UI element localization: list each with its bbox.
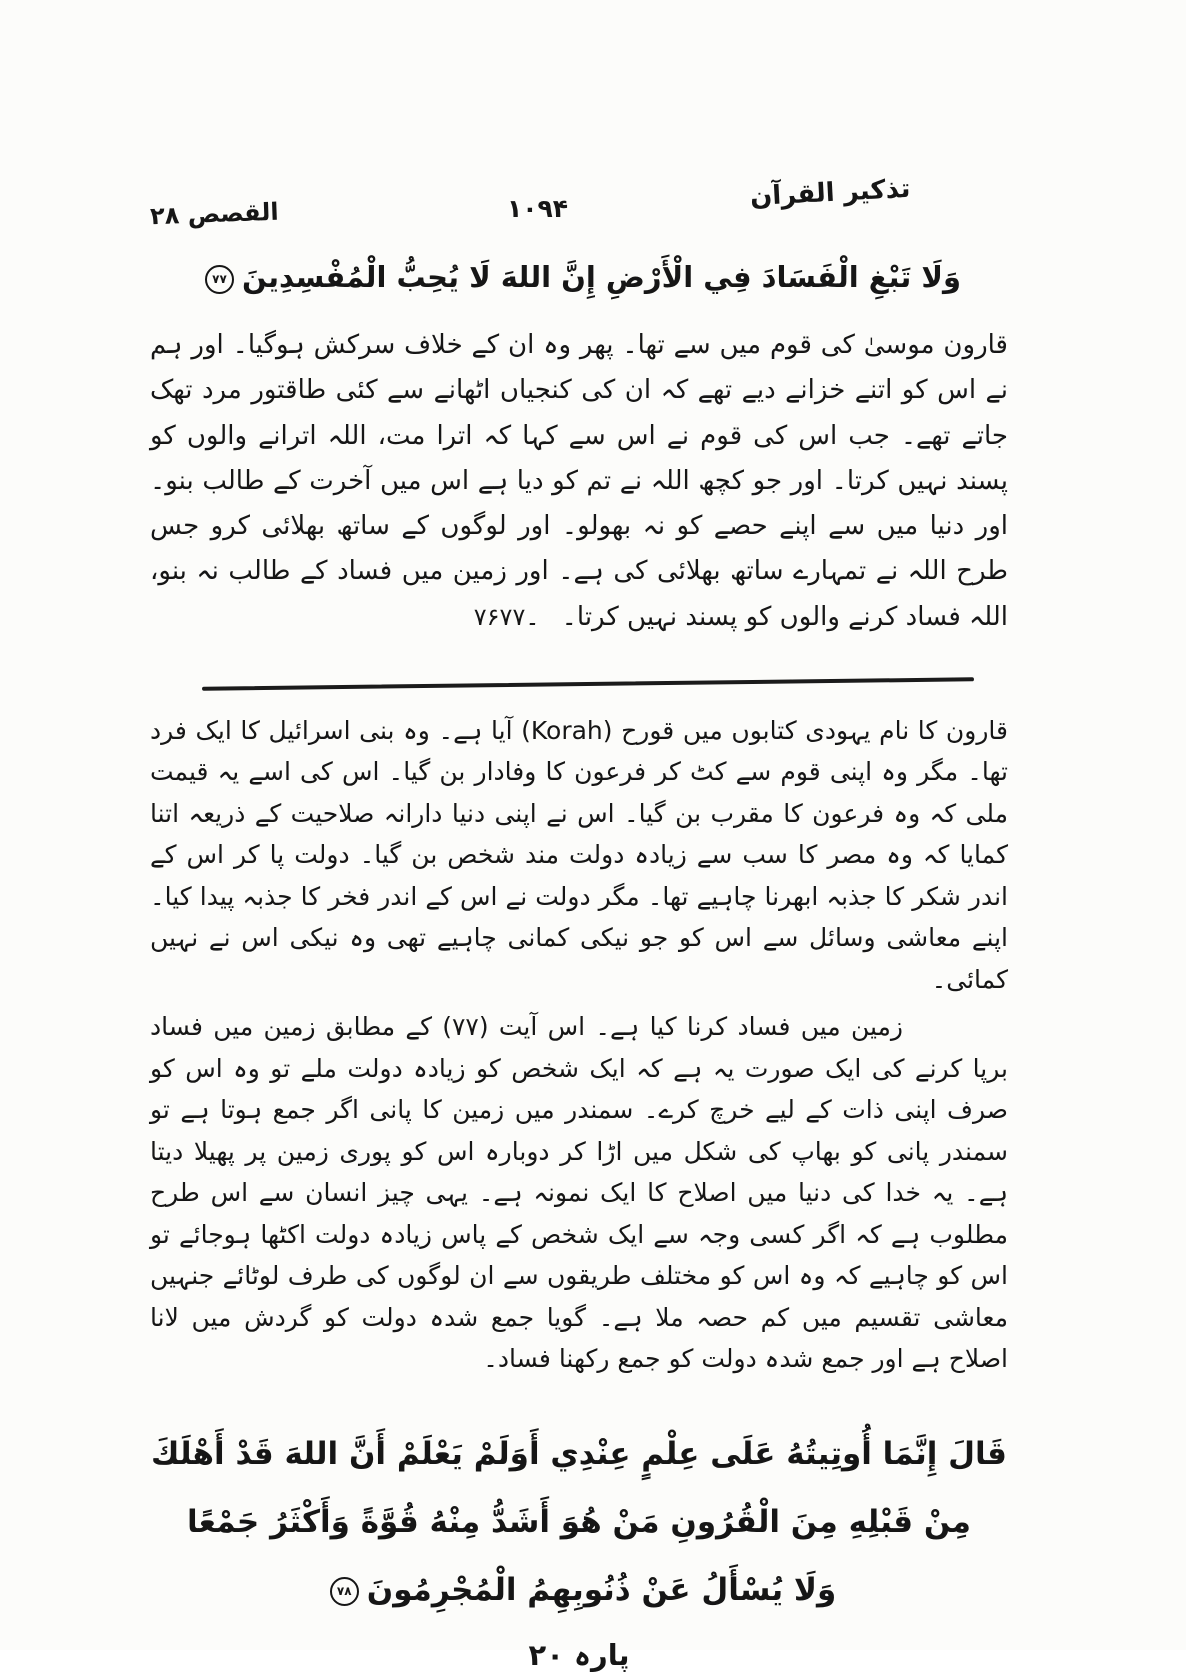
commentary-section <box>150 710 1008 1380</box>
ayah-end-marker-top: ۷۷ <box>205 265 234 294</box>
page-header <box>149 173 1008 242</box>
para-marker: پارہ ۲۰ <box>528 1638 630 1672</box>
commentary-paragraph-2: زمین میں فساد کرنا کیا ہے۔ اس آیت (۷۷) کے مطابق زمین میں فساد برپا کرنے کی ایک صورت یہ ہے کہ ایک شخص کو زیادہ دولت ملے تو وہ اس کو صرف اپنی ذات کے لیے خرچ کرے۔ سمندر میں زمین کا پانی اگر جمع ہوتا ہے تو سمندر پانی کو بھاپ کی شکل میں اڑا کر دوبارہ اس کو پوری زمین پر پھیلا دیتا ہے۔ یہ خدا کی دنیا میں اصلاح کا ایک نمونہ ہے۔ یہی چیز انسان سے اس طرح مطلوب ہے کہ اگر کسی وجہ سے ایک شخص کے پاس زیادہ دولت اکٹھا ہوجائے تو اس کو چاہیے کہ وہ اس کو مختلف طریقوں سے ان لوگوں کی طرف لوٹائے جنہیں معاشی تقسیم میں کم حصہ ملا ہے۔ گویا جمع شدہ دولت کو گردش میں لانا اصلاح ہے اور جمع شدہ دولت کو جمع رکھنا فساد۔ <box>150 1012 1008 1374</box>
book-title: تذکیر القرآن <box>748 173 911 213</box>
verse-range: ۷۶۔۷۷ <box>473 602 540 631</box>
quran-verse-top-text: وَلَا تَبْغِ الْفَسَادَ فِي الْأَرْضِ إِنَّ اللهَ لَا يُحِبُّ الْمُفْسِدِينَ <box>242 260 961 294</box>
quran-verse-top <box>150 250 1008 305</box>
commentary-paragraph-1: قارون کا نام یہودی کتابوں میں قورح (Korah) آیا ہے۔ وہ بنی اسرائیل کا ایک فرد تھا۔ مگر وہ اپنی قوم سے کٹ کر فرعون کا وفادار بن گیا۔ اس کی اسے یہ قیمت ملی کہ وہ فرعون کا مقرب بن گیا۔ اس نے اپنی دنیا دارانہ صلاحیت کے ذریعہ اتنا کمایا کہ وہ مصر کا سب سے زیادہ دولت مند شخص بن گیا۔ دولت پا کر اس کے اندر شکر کا جذبہ ابھرنا چاہیے تھا۔ مگر دولت نے اس کے اندر فخر کا جذبہ پیدا کیا۔ اپنے معاشی وسائل سے اس کو جو نیکی کمانی چاہیے تھی وہ نیکی اس نے نہیں کمائی۔ <box>150 715 1008 994</box>
page-content <box>149 173 1008 1672</box>
quran-verse-bottom <box>150 1420 1008 1625</box>
quran-verse-bottom-line-1: قَالَ إِنَّمَا أُوتِيتُهُ عَلَى عِلْمٍ عِنْدِي أَوَلَمْ يَعْلَمْ أَنَّ اللهَ قَدْ أَهْلَكَ <box>151 1435 1007 1472</box>
ayah-end-marker-bottom: ۷۸ <box>330 1577 359 1606</box>
quran-verse-bottom-line-3-text: وَلَا يُسْأَلُ عَنْ ذُنُوبِهِمُ الْمُجْرِمُونَ <box>366 1572 837 1609</box>
page-number: ۱۰۹۴ <box>507 194 569 223</box>
quran-verse-bottom-line-2: مِنْ قَبْلِهِ مِنَ الْقُرُونِ مَنْ هُوَ أَشَدُّ مِنْهُ قُوَّةً وَأَكْثَرُ جَمْعًا <box>187 1503 971 1540</box>
urdu-translation-text: قارون موسیٰ کی قوم میں سے تھا۔ پھر وہ ان کے خلاف سرکش ہوگیا۔ اور ہم نے اس کو اتنے خزانے دیے تھے کہ ان کی کنجیاں اٹھانے سے کئی طاقتور مرد تھک جاتے تھے۔ جب اس کی قوم نے اس سے کہا کہ اترا مت، اللہ اترانے والوں کو پسند نہیں کرتا۔ اور جو کچھ اللہ نے تم کو دیا ہے اس میں آخرت کے طالب بنو۔ اور دنیا میں سے اپنے حصے کو نہ بھولو۔ اور لوگوں کے ساتھ بھلائی کرو جس طرح اللہ نے تمہارے ساتھ بھلائی کی ہے۔ اور زمین میں فساد کے طالب نہ بنو، اللہ فساد کرنے والوں کو پسند نہیں کرتا۔ <box>150 330 1008 632</box>
urdu-translation <box>150 323 1008 640</box>
quran-verse-bottom-line-3 <box>150 1556 1008 1624</box>
surah-reference: القصص ۲۸ <box>149 197 280 231</box>
section-divider <box>202 677 974 690</box>
